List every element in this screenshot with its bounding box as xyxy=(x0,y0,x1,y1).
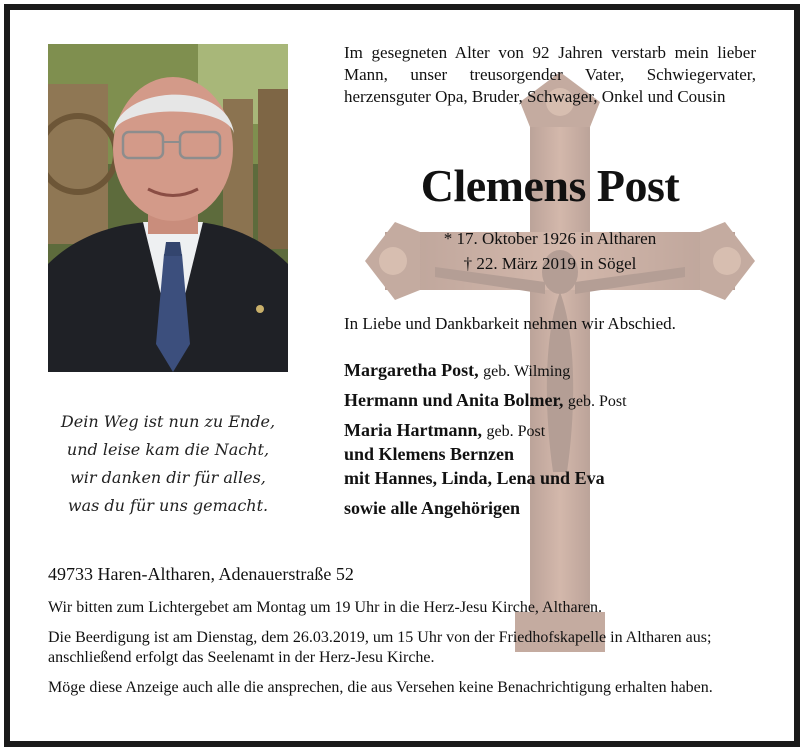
info-prayer: Wir bitten zum Lichtergebet am Montag um 19 Uhr in die Herz-Jesu Kirche, Altharen. xyxy=(48,599,603,616)
mourner-note: geb. Post xyxy=(567,393,627,410)
birth-date: * 17. Oktober 1926 in Altharen xyxy=(443,229,657,248)
mourner-note: geb. Post xyxy=(486,423,546,440)
mourner-name: Maria Hartmann, xyxy=(344,420,482,440)
poem-line: und leise kam die Nacht, xyxy=(66,440,270,459)
poem-line: wir danken dir für alles, xyxy=(70,468,266,487)
mourner-line xyxy=(344,442,514,466)
poem-line: was du für uns gemacht. xyxy=(67,496,269,515)
deceased-name: Clemens Post xyxy=(420,160,680,211)
portrait-photo xyxy=(48,44,288,372)
address: 49733 Haren-Altharen, Adenauerstraße 52 xyxy=(48,564,354,584)
life-dates xyxy=(344,226,756,276)
mourner-name: mit Hannes, Linda, Lena und Eva xyxy=(344,468,605,488)
mourner-name: Hermann und Anita Bolmer, xyxy=(344,390,564,410)
mourner-line xyxy=(344,358,570,384)
mourner-line xyxy=(344,496,520,520)
obituary-notice xyxy=(4,4,800,747)
mourner-note: geb. Wilming xyxy=(483,363,571,380)
mourner-line xyxy=(344,388,627,414)
death-date: † 22. März 2019 in Sögel xyxy=(463,254,637,273)
mourner-name: Margaretha Post, xyxy=(344,360,479,380)
poem-line: Dein Weg ist nun zu Ende, xyxy=(60,412,276,431)
info-funeral: Die Beerdigung ist am Dienstag, dem 26.03.2019, um 15 Uhr von der Friedhofskapelle in Altharen aus; anschließend erfolgt das Seelenamt in der Herz-Jesu Kirche. xyxy=(48,629,712,666)
farewell-text: In Liebe und Dankbarkeit nehmen wir Abschied. xyxy=(344,314,676,333)
mourner-line xyxy=(344,418,545,444)
poem xyxy=(48,408,288,520)
info-notice: Möge diese Anzeige auch alle die ansprechen, die aus Versehen keine Benachrichtigung erhalten haben. xyxy=(48,679,713,696)
mourner-name: und Klemens Bernzen xyxy=(344,444,515,464)
intro-text: Im gesegneten Alter von 92 Jahren verstarb mein lieber Mann, unser treusorgender Vater, Schwiegervater, herzensguter Opa, Bruder, Schwager, Onkel und Cousin xyxy=(344,43,756,106)
mourner-name: sowie alle Angehörigen xyxy=(344,498,520,518)
mourner-line xyxy=(344,466,605,490)
